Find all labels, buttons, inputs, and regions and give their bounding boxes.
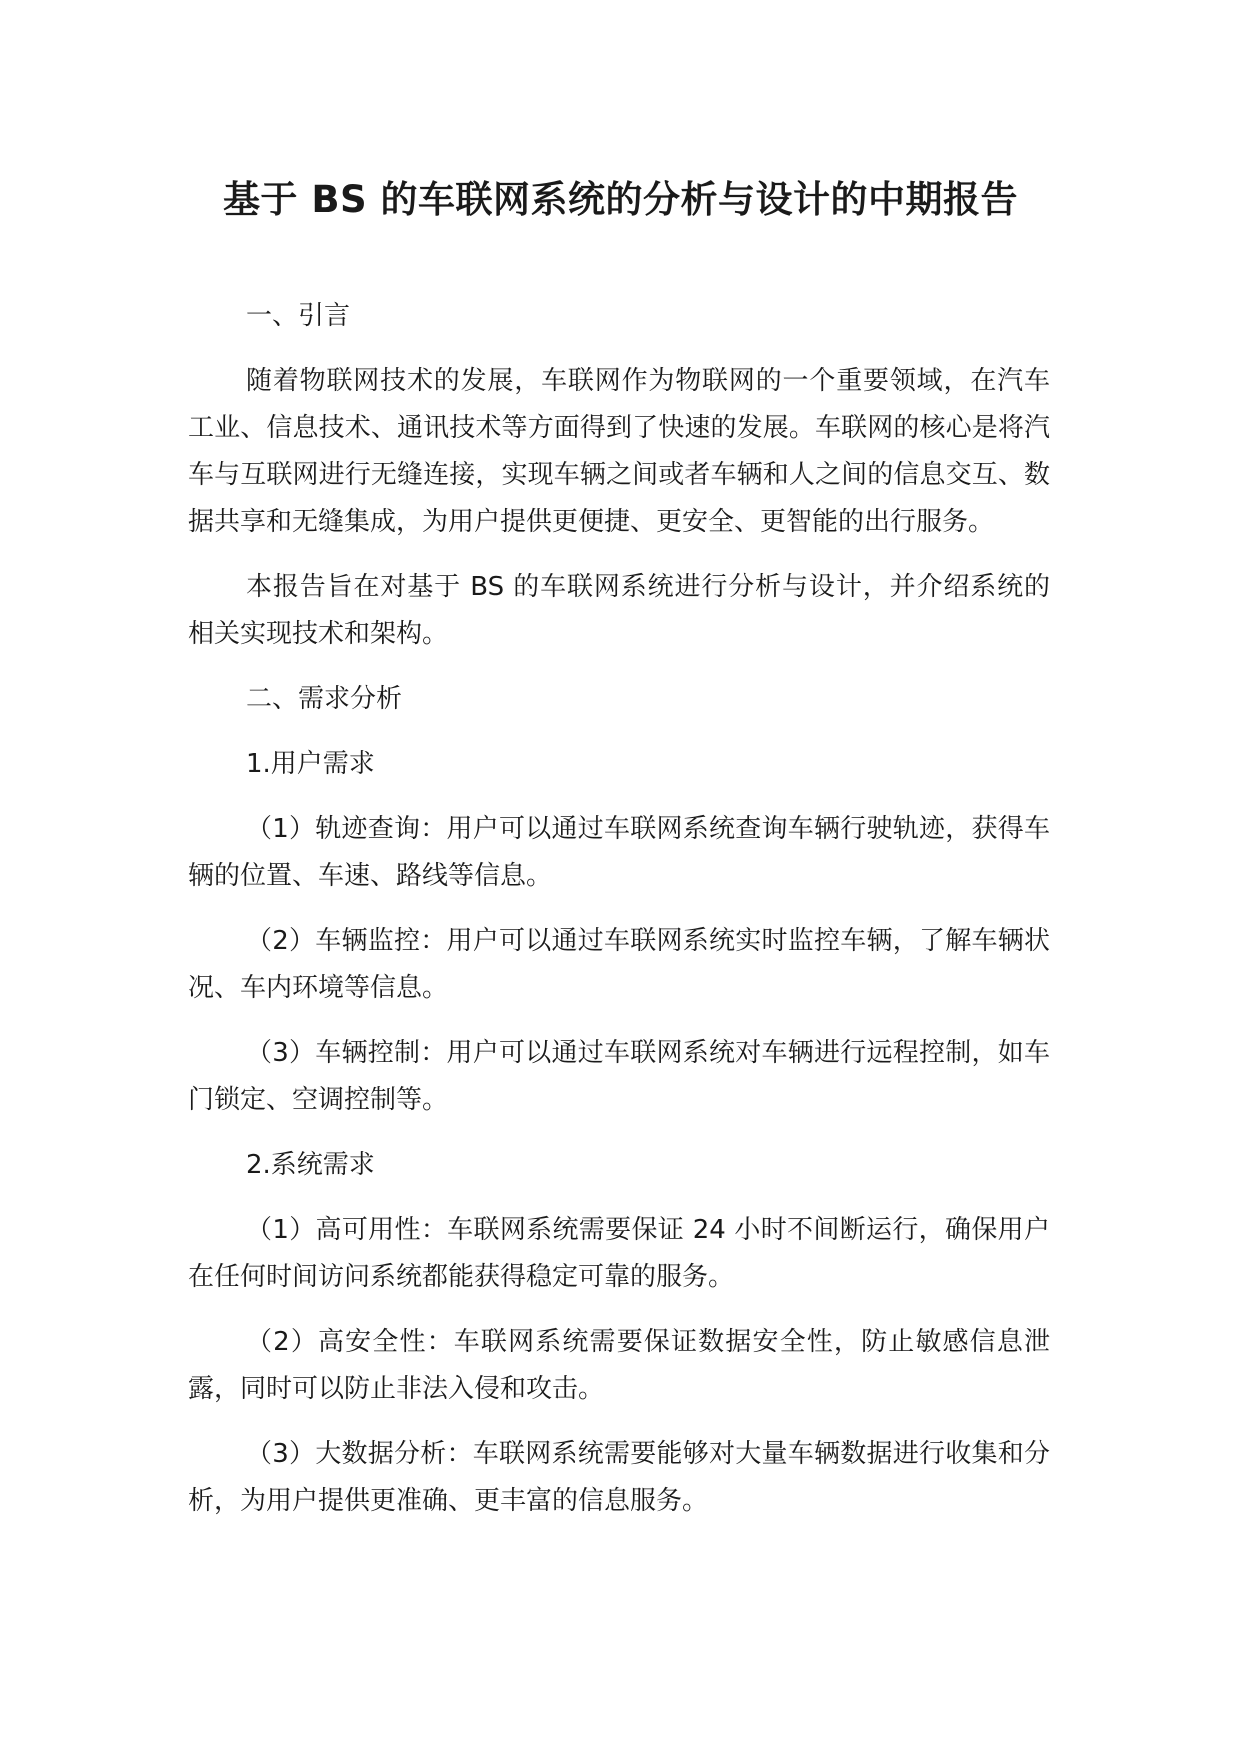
system-requirement-1: （1）高可用性：车联网系统需要保证 24 小时不间断运行，确保用户在任何时间访问系统都能获得稳定可靠的服务。 <box>188 1215 1050 1292</box>
subsection-heading-user-requirements: 1.用户需求 <box>246 749 375 779</box>
section-heading-requirements: 二、需求分析 <box>246 684 403 714</box>
system-requirement-2: （2）高安全性：车联网系统需要保证数据安全性，防止敏感信息泄露，同时可以防止非法入侵和攻击。 <box>188 1327 1050 1404</box>
intro-paragraph-1: 随着物联网技术的发展，车联网作为物联网的一个重要领域，在汽车工业、信息技术、通讯技术等方面得到了快速的发展。车联网的核心是将汽车与互联网进行无缝连接，实现车辆之间或者车辆和人之间的信息交互、数据共享和无缝集成，为用户提供更便捷、更安全、更智能的出行服务。 <box>188 366 1050 537</box>
document-body <box>188 293 1050 1543</box>
user-requirement-2: （2）车辆监控：用户可以通过车联网系统实时监控车辆，了解车辆状况、车内环境等信息。 <box>188 926 1050 1003</box>
subsection-heading-system-requirements: 2.系统需求 <box>246 1150 375 1180</box>
section-heading-intro: 一、引言 <box>246 301 351 331</box>
intro-paragraph-2: 本报告旨在对基于 BS 的车联网系统进行分析与设计，并介绍系统的相关实现技术和架构。 <box>188 572 1050 649</box>
user-requirement-3: （3）车辆控制：用户可以通过车联网系统对车辆进行远程控制，如车门锁定、空调控制等。 <box>188 1038 1050 1115</box>
user-requirement-1: （1）轨迹查询：用户可以通过车联网系统查询车辆行驶轨迹，获得车辆的位置、车速、路线等信息。 <box>188 814 1050 891</box>
system-requirement-3: （3）大数据分析：车联网系统需要能够对大量车辆数据进行收集和分析，为用户提供更准确、更丰富的信息服务。 <box>188 1439 1050 1516</box>
document-title: 基于 BS 的车联网系统的分析与设计的中期报告 <box>222 178 1019 221</box>
